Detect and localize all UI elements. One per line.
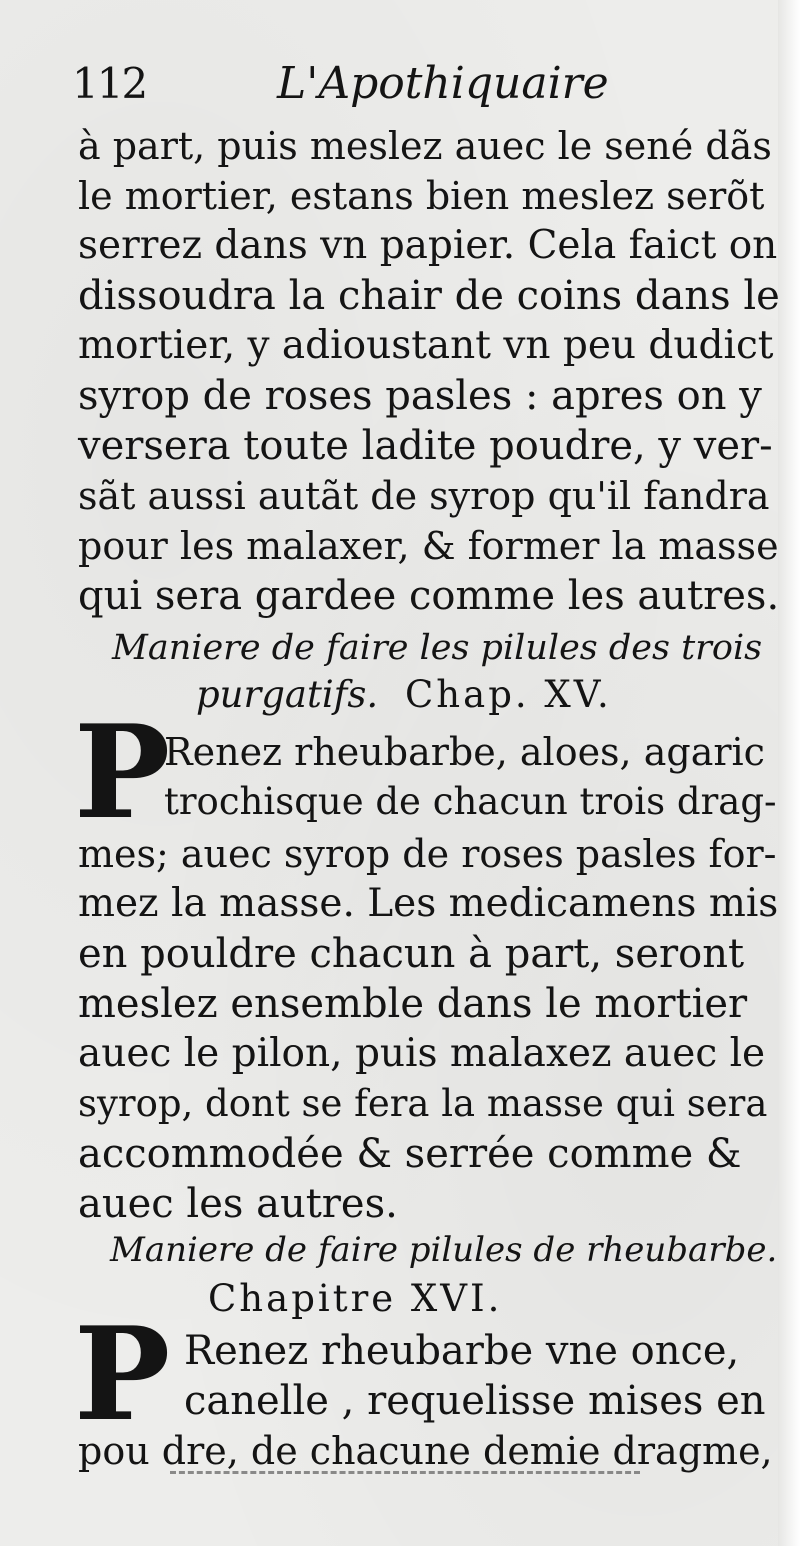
text-line: syrop, dont se fera la masse qui sera (78, 1082, 768, 1125)
text-line: Renez rheubarbe vne once, (184, 1328, 740, 1374)
text-line: trochisque de chacun trois drag- (164, 780, 777, 823)
text-line: en pouldre chacun à part, seront (78, 931, 745, 977)
text-line: qui sera gardee comme les autres. (78, 573, 780, 619)
chapter-caption: Maniere de faire les pilules des trois (112, 628, 763, 668)
text-line: le mortier, estans bien meslez serõt (78, 174, 765, 218)
chapter-number: Chap. XV. (405, 673, 612, 716)
text-line: meslez ensemble dans le mortier (78, 981, 748, 1027)
page-edge (778, 0, 800, 1546)
text-line: syrop de roses pasles : apres on y (78, 373, 762, 419)
text-line: mez la masse. Les medicamens mis (78, 881, 779, 926)
text-line: canelle , requelisse mises en (184, 1378, 766, 1424)
text-line: serrez dans vn papier. Cela faict on (78, 223, 778, 268)
text-line: versera toute ladite poudre, y ver- (78, 423, 773, 469)
page-header (72, 58, 772, 110)
text-line: à part, puis meslez auec le sené dãs (78, 124, 772, 168)
drop-capital: P (74, 1300, 171, 1450)
text-line: accommodée & serrée comme & (78, 1131, 742, 1177)
running-title: L'Apothiquaire (277, 58, 609, 109)
text-line: pour les malaxer, & former la masse (78, 524, 779, 568)
text-line: pou dre, de chacune demie dragme, (78, 1429, 773, 1473)
text-line: mortier, y adioustant vn peu dudict (78, 323, 774, 368)
text-line: mes; auec syrop de roses pasles for- (78, 832, 777, 876)
text-line: dissoudra la chair de coins dans le (78, 273, 780, 319)
text-line: auec le pilon, puis malaxez auec le (78, 1031, 766, 1076)
page-number: 112 (72, 59, 147, 108)
chapter-caption: Maniere de faire pilules de rheubarbe. (110, 1230, 778, 1270)
underline-rule (170, 1471, 640, 1474)
text-line: Renez rheubarbe, aloes, agaric (164, 730, 765, 774)
text-line: sãt aussi autãt de syrop qu'il fandra (78, 474, 770, 518)
chapter-caption-continued: purgatifs. (196, 673, 379, 716)
text-line: auec les autres. (78, 1181, 398, 1227)
drop-capital: P (74, 698, 171, 848)
chapter-number: Chapitre XVI. (208, 1277, 503, 1320)
